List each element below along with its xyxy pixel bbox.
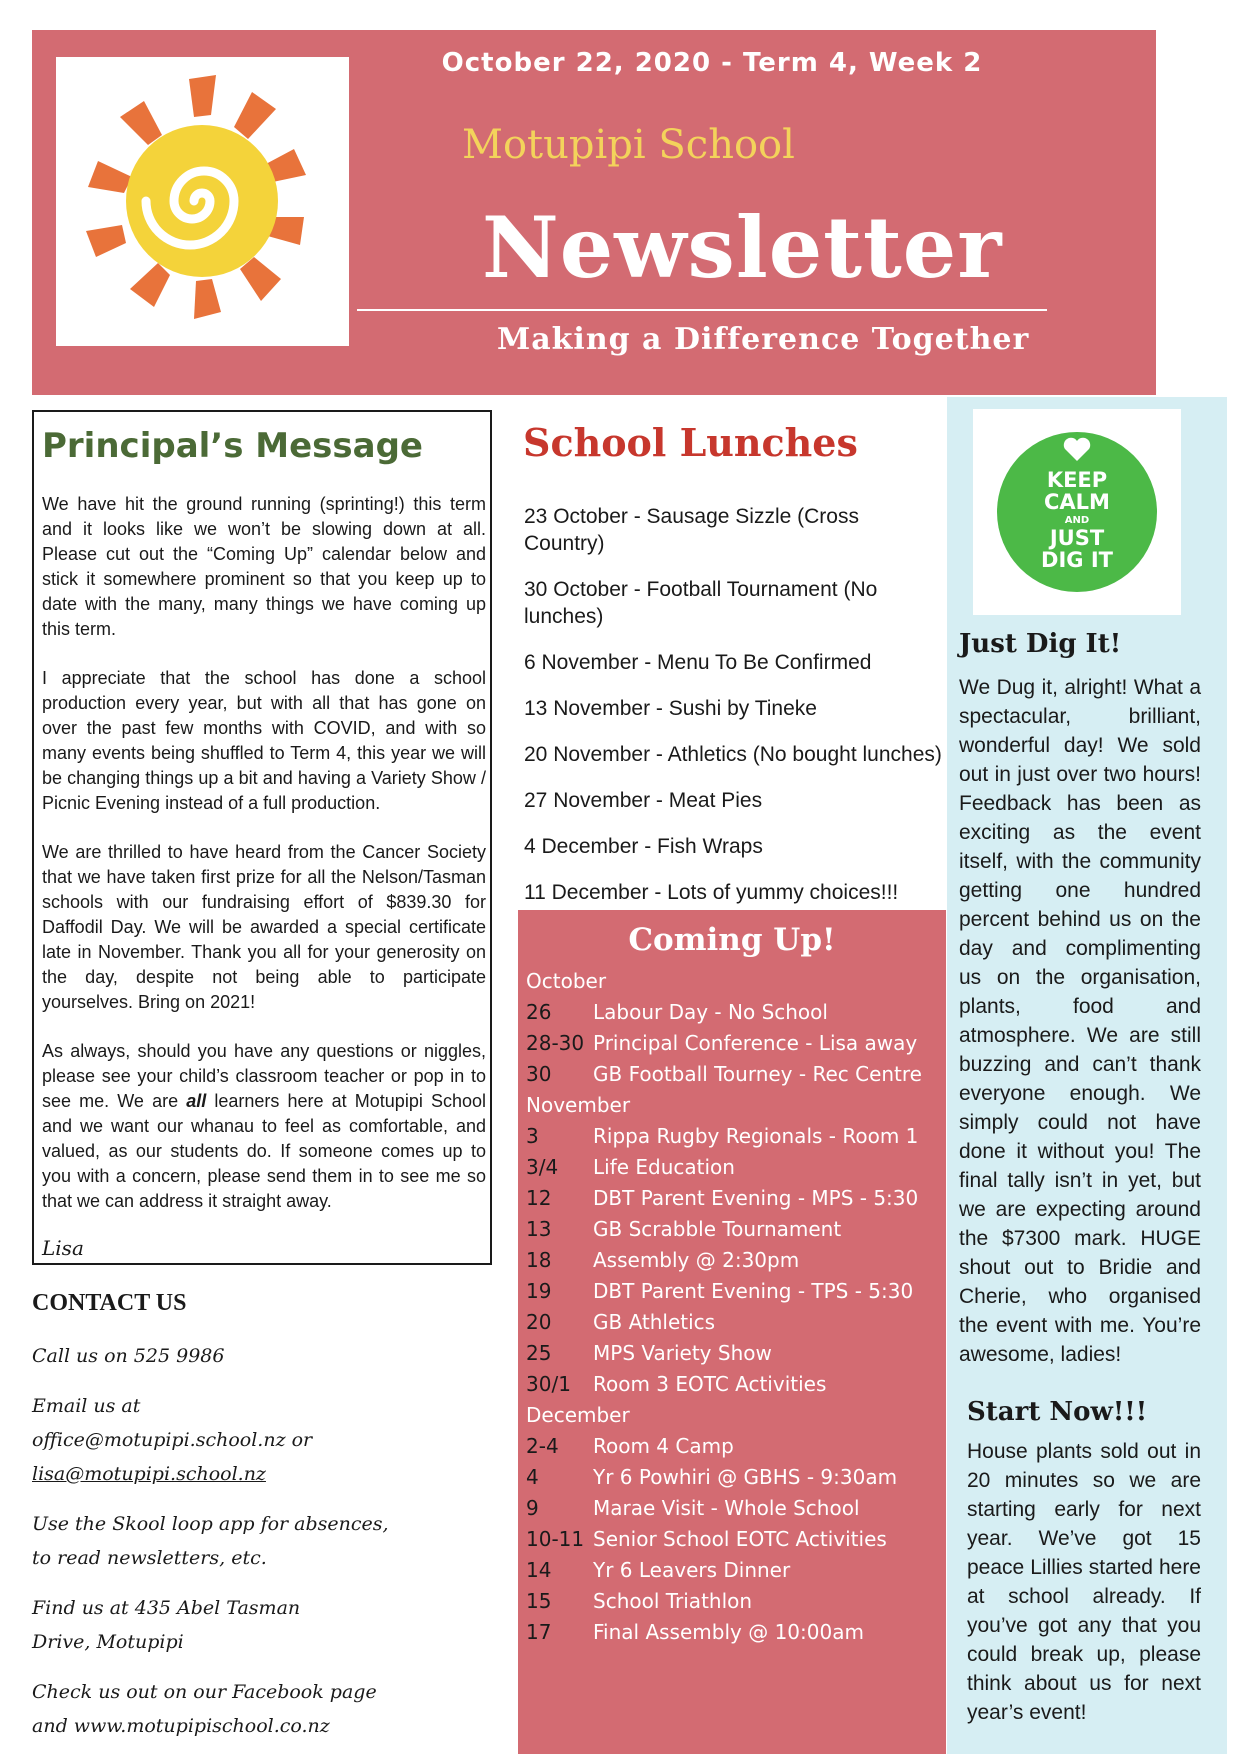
month-label: December <box>526 1403 630 1427</box>
event-date: 13 <box>526 1217 552 1241</box>
contact-heading: CONTACT US <box>32 1290 187 1316</box>
event-date: 17 <box>526 1620 552 1644</box>
event-date: 18 <box>526 1248 552 1272</box>
header-banner <box>32 30 1156 395</box>
phone-line: Call us on 525 9986 <box>32 1345 225 1367</box>
calendar-row <box>518 1028 946 1059</box>
calendar-row <box>518 1586 946 1617</box>
coming-up-heading: Coming Up! <box>628 922 836 958</box>
event-name: GB Athletics <box>593 1310 716 1334</box>
event-name: Principal Conference - Lisa away <box>593 1031 918 1055</box>
event-date: 3 <box>526 1124 539 1148</box>
event-name: Room 4 Camp <box>593 1434 734 1458</box>
event-name: Yr 6 Leavers Dinner <box>593 1558 791 1582</box>
calendar-row <box>518 1214 946 1245</box>
badge-line: KEEP <box>1046 468 1108 492</box>
event-date: 25 <box>526 1341 552 1365</box>
side-panel <box>947 397 1227 1754</box>
email-intro: Email us at <box>32 1395 141 1417</box>
event-date: 30 <box>526 1062 552 1086</box>
calendar-row <box>518 1462 946 1493</box>
address-line: Find us at 435 Abel Tasman <box>32 1597 301 1619</box>
paragraph: We have hit the ground running (sprinting!) this term and it looks like we won’t be slowing down at all. Please cut out the “Coming Up” calendar below and stick it somewhere prominent so that you keep up to date with the many, many things we have coming up this term. <box>42 494 486 639</box>
address-line: Drive, Motupipi <box>32 1631 184 1653</box>
event-date: 19 <box>526 1279 552 1303</box>
lunch-item: 11 December - Lots of yummy choices!!! <box>524 881 899 904</box>
lunch-item: 4 December - Fish Wraps <box>524 835 763 858</box>
badge-line: CALM <box>1044 490 1110 514</box>
principals-message-body <box>42 492 486 1238</box>
calendar-row <box>518 1059 946 1090</box>
badge-line: AND <box>1064 515 1090 526</box>
event-date: 2-4 <box>526 1434 559 1458</box>
contact-us-section <box>32 1290 492 1743</box>
event-date: 30/1 <box>526 1372 571 1396</box>
event-date: 15 <box>526 1589 552 1613</box>
school-lunches-section <box>518 420 943 925</box>
app-line: Use the Skool loop app for absences, <box>32 1513 389 1535</box>
coming-up-calendar <box>518 910 946 1754</box>
lunch-item: 13 November - Sushi by Tineke <box>524 697 817 720</box>
email-office[interactable]: office@motupipi.school.nz or <box>32 1429 313 1451</box>
event-name: GB Football Tourney - Rec Centre <box>593 1062 922 1086</box>
event-name: Assembly @ 2:30pm <box>593 1248 800 1272</box>
event-date: 10-11 <box>526 1527 585 1551</box>
calendar-row <box>518 1524 946 1555</box>
badge-line: JUST <box>1049 526 1105 550</box>
event-name: School Triathlon <box>593 1589 753 1613</box>
calendar-row <box>518 1493 946 1524</box>
event-name: MPS Variety Show <box>593 1341 772 1365</box>
event-name: Yr 6 Powhiri @ GBHS - 9:30am <box>593 1465 898 1489</box>
lunch-item: 6 November - Menu To Be Confirmed <box>524 651 872 674</box>
event-date: 14 <box>526 1558 552 1582</box>
event-name: Marae Visit - Whole School <box>593 1496 860 1520</box>
principals-message-heading: Principal’s Message <box>42 426 423 466</box>
website-link[interactable]: and www.motupipischool.co.nz <box>32 1715 330 1737</box>
event-date: 12 <box>526 1186 552 1210</box>
calendar-row <box>518 1617 946 1648</box>
event-name: Final Assembly @ 10:00am <box>593 1620 864 1644</box>
month-label: October <box>526 969 607 993</box>
just-dig-it-body: We Dug it, alright! What a spectacular, brilliant, wonderful day! We sold out in just over two hours! Feedback has been as exciting as the event itself, with the community getting one hundred percent behind us on the day and complimenting us on the organisation, plants, food and atmosphere. We are still buzzing and can’t thank everyone enough. We simply could not have done it without you! The final tally isn’t in yet, but we are expecting around the $7300 mark. HUGE shout out to Bridie and Cherie, who organised the event with me. You’re awesome, ladies! <box>959 676 1201 1366</box>
just-dig-it-heading: Just Dig It! <box>959 629 1122 659</box>
event-name: DBT Parent Evening - MPS - 5:30 <box>593 1186 919 1210</box>
title-divider <box>357 309 1047 311</box>
calendar-row <box>518 1307 946 1338</box>
newsletter-title: Newsletter <box>482 198 1003 297</box>
event-date: 28-30 <box>526 1031 585 1055</box>
calendar-row <box>518 1183 946 1214</box>
calendar-row <box>518 1152 946 1183</box>
email-lisa-link[interactable]: lisa@motupipi.school.nz <box>32 1463 266 1485</box>
calendar-row <box>518 1555 946 1586</box>
lunches-heading: School Lunches <box>523 420 858 465</box>
event-date: 20 <box>526 1310 552 1334</box>
app-line: to read newsletters, etc. <box>32 1547 267 1569</box>
paragraph: As always, should you have any questions or niggles, please see your child’s classroom teacher or pop in to see me. We are all learners here at Motupipi School and we want our whanau to feel as comfortable, and valued, as our students do. If someone comes up to you with a concern, please send them in to see me so that we can address it straight away. <box>42 1041 486 1211</box>
event-name: Senior School EOTC Activities <box>593 1527 887 1551</box>
signature: Lisa <box>42 1236 84 1260</box>
calendar-row <box>518 1245 946 1276</box>
principals-message-box <box>32 410 492 1265</box>
event-name: DBT Parent Evening - TPS - 5:30 <box>593 1279 914 1303</box>
event-name: GB Scrabble Tournament <box>593 1217 842 1241</box>
coming-up-list <box>518 966 946 1648</box>
event-date: 26 <box>526 1000 552 1024</box>
calendar-row <box>518 1338 946 1369</box>
calendar-row <box>518 1431 946 1462</box>
sun-logo-icon <box>56 57 349 346</box>
event-name: Room 3 EOTC Activities <box>593 1372 827 1396</box>
month-label: November <box>526 1093 631 1117</box>
calendar-row <box>518 1121 946 1152</box>
paragraph: I appreciate that the school has done a school production every year, but with all that has gone on over the past few months with COVID, and with so many events being shuffled to Term 4, this year we will be changing things up a bit and having a Variety Show / Picnic Evening instead of a full production. <box>42 668 486 813</box>
event-date: 4 <box>526 1465 539 1489</box>
calendar-row <box>518 997 946 1028</box>
paragraph: We are thrilled to have heard from the Cancer Society that we have taken first prize for all the Nelson/Tasman schools with our fundraising effort of $839.30 for Daffodil Day. We will be awarded a special certificate late in November. Thank you all for your generosity on the day, despite not being able to participate yourselves. Bring on 2021! <box>42 842 486 1012</box>
badge-line: DIG IT <box>1041 548 1113 572</box>
issue-date: October 22, 2020 - Term 4, Week 2 <box>441 48 983 78</box>
calendar-row <box>518 1369 946 1400</box>
event-name: Labour Day - No School <box>593 1000 828 1024</box>
lunch-item: 27 November - Meat Pies <box>524 789 763 812</box>
event-name: Life Education <box>593 1155 735 1179</box>
lunch-list <box>518 503 943 906</box>
lunch-item: 23 October - Sausage Sizzle (Cross Country) <box>524 505 859 555</box>
lunch-item: 30 October - Football Tournament (No lunches) <box>524 578 878 628</box>
calendar-row <box>518 1276 946 1307</box>
school-name: Motupipi School <box>462 122 795 168</box>
event-name: Rippa Rugby Regionals - Room 1 <box>593 1124 919 1148</box>
start-now-heading: Start Now!!! <box>967 1397 1148 1427</box>
event-date: 9 <box>526 1496 539 1520</box>
lunch-item: 20 November - Athletics (No bought lunches) <box>524 743 942 766</box>
event-date: 3/4 <box>526 1155 559 1179</box>
tagline: Making a Difference Together <box>497 322 1030 357</box>
start-now-body: House plants sold out in 20 minutes so we are starting early for next year. We’ve got 15 peace Lillies started here at school already. If you’ve got any that you could break up, please think about us for next year’s event! <box>967 1440 1201 1724</box>
facebook-line: Check us out on our Facebook page <box>32 1681 377 1703</box>
keep-calm-dig-it-badge <box>973 409 1181 615</box>
